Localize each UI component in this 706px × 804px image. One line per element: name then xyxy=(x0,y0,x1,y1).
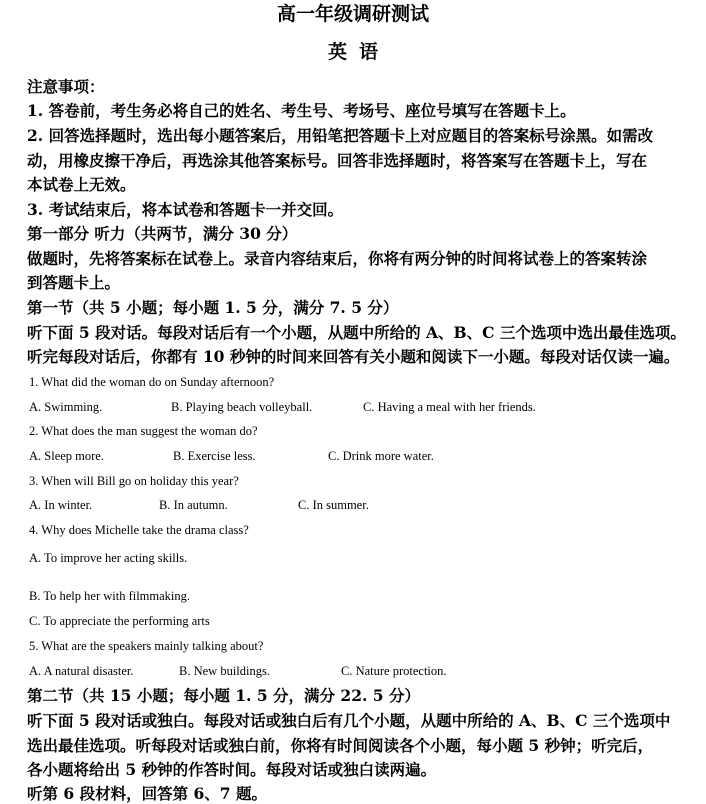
note-item-3: 3. 考试结束后，将本试卷和答题卡一并交回。 xyxy=(27,200,344,219)
question-1: 1. What did the woman do on Sunday afternoon? xyxy=(29,375,275,389)
question-2-option-a: A. Sleep more. xyxy=(29,449,104,463)
question-2-option-c: C. Drink more water. xyxy=(328,449,434,463)
section-2-material-6: 听第 6 段材料，回答第 6、7 题。 xyxy=(27,784,267,803)
notes-heading: 注意事项： xyxy=(27,77,105,96)
section-2-instructions-line-3: 各小题将给出 5 秒钟的作答时间。每段对话或独白读两遍。 xyxy=(27,760,437,779)
question-5-option-a: A. A natural disaster. xyxy=(29,664,134,678)
part-1-intro-line-1: 做题时，先将答案标在试卷上。录音内容结束后，你将有两分钟的时间将试卷上的答案转涂 xyxy=(27,249,648,268)
question-4-option-a: A. To improve her acting skills. xyxy=(29,551,188,565)
question-2: 2. What does the man suggest the woman do? xyxy=(29,424,258,438)
exam-title: 高一年级调研测试 xyxy=(276,3,429,25)
note-item-1: 1. 答卷前，考生务必将自己的姓名、考生号、考场号、座位号填写在答题卡上。 xyxy=(27,101,576,120)
section-2-instructions-line-2: 选出最佳选项。听每段对话或独白前，你将有时间阅读各个小题，每小题 5 秒钟；听完后， xyxy=(27,736,654,755)
question-3: 3. When will Bill go on holiday this year? xyxy=(29,474,239,488)
question-5-option-b: B. New buildings. xyxy=(179,664,270,678)
section-1-heading: 第一节（共 5 小题；每小题 1. 5 分，满分 7. 5 分） xyxy=(27,298,399,317)
subject-title: 英语 xyxy=(327,41,390,63)
section-1-instructions-line-1: 听下面 5 段对话。每段对话后有一个小题，从题中所给的 A、B、C 三个选项中选出最佳选项。 xyxy=(27,323,686,342)
section-1-instructions-line-2: 听完每段对话后，你都有 10 秒钟的时间来回答有关小题和阅读下一小题。每段对话仅读一遍。 xyxy=(27,347,680,366)
question-4: 4. Why does Michelle take the drama class? xyxy=(29,523,249,537)
note-item-2-line-1: 2. 回答选择题时，选出每小题答案后，用铅笔把答题卡上对应题目的答案标号涂黑。如需改 xyxy=(27,126,654,145)
section-2-instructions-line-1: 听下面 5 段对话或独白。每段对话或独白后有几个小题，从题中所给的 A、B、C 三个选项中 xyxy=(27,711,671,730)
question-3-option-c: C. In summer. xyxy=(298,498,369,512)
question-1-option-c: C. Having a meal with her friends. xyxy=(363,400,536,414)
part-1-heading: 第一部分 听力（共两节，满分 30 分） xyxy=(27,224,298,243)
part-1-intro-line-2: 到答题卡上。 xyxy=(27,273,121,292)
question-4-option-c: C. To appreciate the performing arts xyxy=(29,614,210,628)
question-3-option-a: A. In winter. xyxy=(29,498,93,512)
note-item-2-line-3: 本试卷上无效。 xyxy=(27,175,136,194)
question-5: 5. What are the speakers mainly talking about? xyxy=(29,639,264,653)
question-2-option-b: B. Exercise less. xyxy=(173,449,256,463)
question-4-option-b: B. To help her with filmmaking. xyxy=(29,589,191,603)
question-5-option-c: C. Nature protection. xyxy=(341,664,447,678)
section-2-heading: 第二节（共 15 小题；每小题 1. 5 分，满分 22. 5 分） xyxy=(27,686,420,705)
question-3-option-b: B. In autumn. xyxy=(159,498,228,512)
question-1-option-b: B. Playing beach volleyball. xyxy=(171,400,313,414)
note-item-2-line-2: 动，用橡皮擦干净后，再选涂其他答案标号。回答非选择题时，将答案写在答题卡上，写在 xyxy=(27,151,648,170)
question-1-option-a: A. Swimming. xyxy=(29,400,103,414)
